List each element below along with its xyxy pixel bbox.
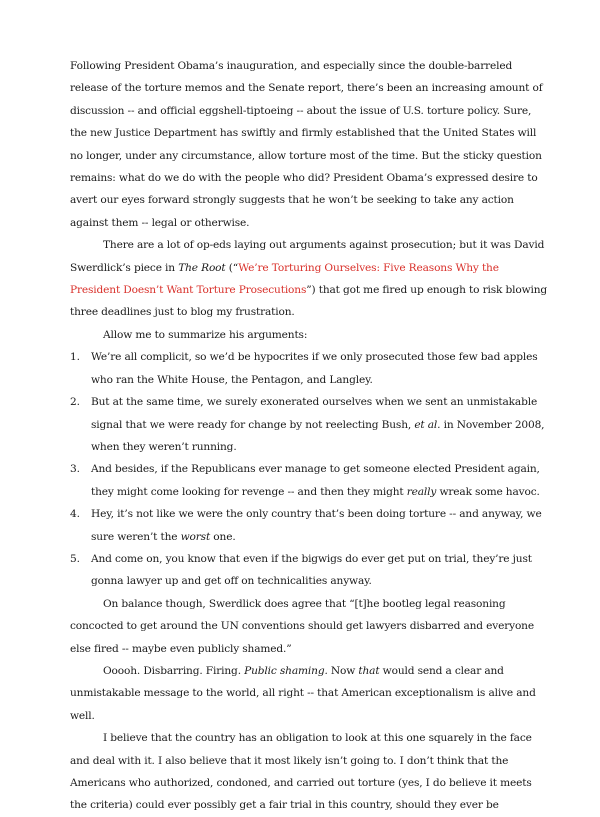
list-item-text: in November 2008, when they weren’t running. xyxy=(91,418,545,453)
list-number: 4. xyxy=(70,508,80,521)
arguments-list xyxy=(70,346,548,592)
list-item-emphasis: really xyxy=(406,485,437,498)
oped-text-quote-open: (“ xyxy=(225,261,239,274)
paragraph-reaction xyxy=(70,660,548,727)
reaction-text-start: Ooooh. Disbarring. Firing. xyxy=(103,664,245,677)
list-item xyxy=(70,503,548,548)
list-item-text: wreak some havoc. xyxy=(436,485,540,498)
paragraph-intro: Following President Obama’s inauguration, and especially since the double-barreled release of the torture memos and the Senate report, there’s been an increasing amount of discussion -- and official eggshell-tiptoeing -- about the issue of U.S. torture policy. Sure, the new Justice Department has swiftly and firmly established that the United States will no longer, under any circumstance, allow torture most of the time. But the sticky question remains: what do we do with the people who did? President Obama’s expressed desire to avert our eyes forward strongly suggests that he won’t be seeking to take any action against them -- legal or otherwise. xyxy=(70,60,543,229)
reaction-text-end: would send a clear and unmistakable message to the world, all right -- that American exceptionalism is alive and well. xyxy=(70,664,536,722)
list-number: 2. xyxy=(70,396,80,409)
list-item-text: And come on, you know that even if the bigwigs do ever get put on trial, they’re just gonna lawyer up and get off on technicalities anyway. xyxy=(91,552,532,588)
list-number: 3. xyxy=(70,463,80,476)
paragraph-balance: On balance though, Swerdlick does agree that “[t]he bootleg legal reasoning concocted to get around the UN conventions should get lawyers disbarred and everyone else fired -- maybe even publicly shamed.” xyxy=(70,597,534,655)
list-number: 1. xyxy=(70,351,80,364)
list-item xyxy=(70,391,548,458)
paragraph-belief: I believe that the country has an obligation to look at this one squarely in the face and deal with it. I also believe that it most likely isn’t going to. I don’t think that the Americans who authorized, condoned, and carried out torture (yes, I do believe it meets the criteria) could ever possibly get a fair trial in this country, should they ever be xyxy=(70,732,532,812)
list-item-text: one. xyxy=(210,530,236,543)
list-item-text: We’re all complicit, so we’d be hypocrites if we only prosecuted those few bad apples who ran the White House, the Pentagon, and Langley. xyxy=(91,351,538,386)
list-item xyxy=(70,548,548,593)
article-link[interactable]: We’re Torturing Ourselves: Five Reasons Why the President Doesn’t Want Torture Prosecutions xyxy=(70,261,499,297)
list-item-text: And besides, if the Republicans ever manage to get someone elected President again, they might come looking for revenge -- and then they might xyxy=(91,463,540,498)
list-item xyxy=(70,346,548,391)
list-number: 5. xyxy=(70,552,80,565)
list-item-emphasis: worst xyxy=(180,530,211,543)
list-item xyxy=(70,458,548,503)
paragraph-oped xyxy=(70,234,548,324)
paragraph-summary-intro: Allow me to summarize his arguments: xyxy=(103,328,308,341)
reaction-text-mid: Now xyxy=(327,664,359,677)
oped-text-end: ”) that got me fired up enough to risk blowing three deadlines just to blog my frustration. xyxy=(70,284,548,319)
reaction-emphasis-shaming: Public shaming. xyxy=(244,664,328,677)
list-item-text: Hey, it’s not like we were the only country that’s been doing torture -- and anyway, we sure weren’t the xyxy=(91,508,542,543)
list-item-emphasis: et al. xyxy=(414,418,441,431)
oped-text-start: There are a lot of op-eds laying out arguments against prosecution; but it was David Swerdlick’s piece in xyxy=(70,239,545,274)
list-item-text: But at the same time, we surely exonerated ourselves when we sent an unmistakable signal that we were ready for change by not reelecting Bush, xyxy=(91,396,538,431)
publication-name: The Root xyxy=(178,261,226,274)
reaction-emphasis-that: that xyxy=(358,664,380,677)
